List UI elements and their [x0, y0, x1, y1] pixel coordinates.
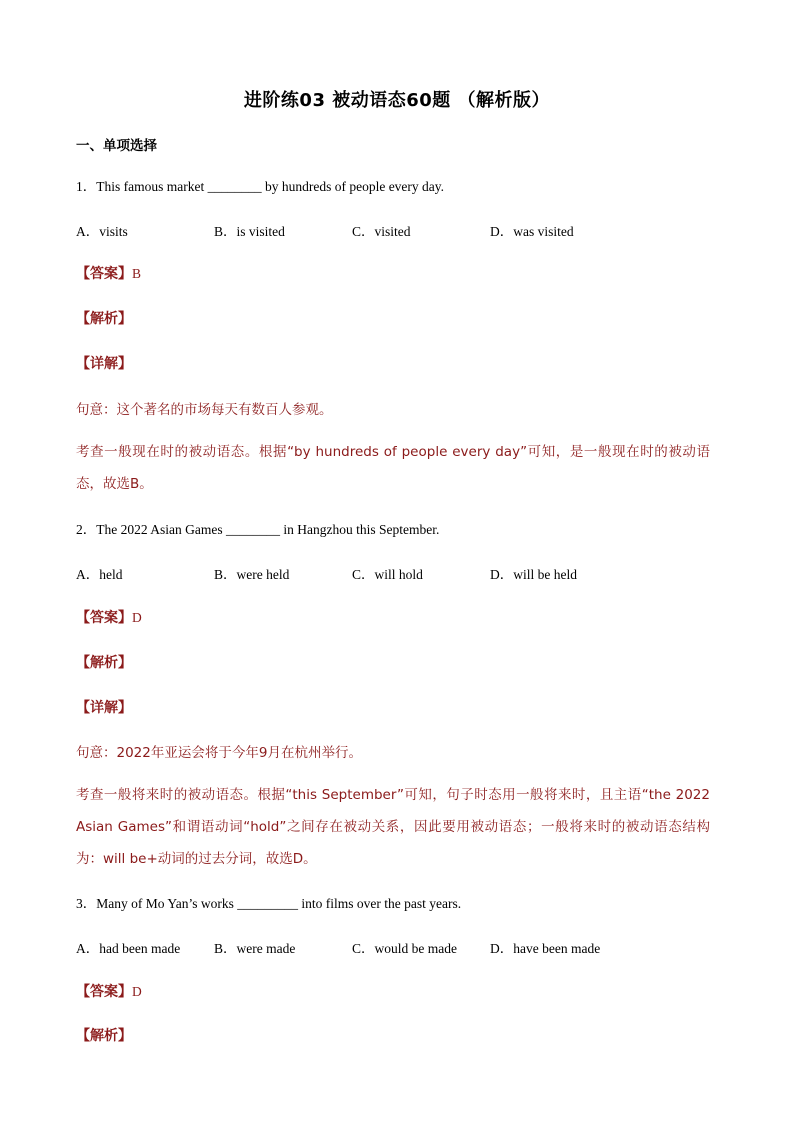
q2-explanation: 考查一般将来时的被动语态。根据“this September”可知，句子时态用一般将来时，且主语“the 2022 Asian Games”和谓语动词“hold”之间存在被动关系，因此要用被动语态；一般将来时的被动语态结构为：will be+动词的过去分词，故选D。	[76, 787, 710, 867]
analysis-tag: 【解析】	[76, 311, 132, 327]
q3-option-a: A．had been made	[76, 941, 181, 956]
detail-tag: 【详解】	[76, 700, 132, 716]
detail-tag: 【详解】	[76, 356, 132, 372]
q1-analysis-tag	[76, 308, 132, 328]
q1-explanation: 考查一般现在时的被动语态。根据“by hundreds of people every day”可知，是一般现在时的被动语态，故选B。	[76, 444, 710, 492]
q2-option-c: C．will hold	[352, 567, 423, 582]
answer-tag: 【答案】	[76, 984, 132, 1000]
question-3-stem: 3．Many of Mo Yan’s works _________ into films over the past years.	[76, 896, 462, 911]
q1-answer-line	[76, 263, 141, 283]
page-title: 进阶练03 被动语态60题 （解析版）	[243, 90, 551, 111]
q2-option-d: D．will be held	[490, 567, 577, 582]
q1-detail-tag	[76, 353, 132, 373]
q3-analysis-tag	[76, 1025, 132, 1045]
q2-answer-value: D	[132, 610, 142, 625]
q3-answer-line	[76, 981, 142, 1001]
section-heading: 一、单项选择	[76, 138, 157, 154]
q3-option-b: B．were made	[214, 941, 296, 956]
q1-option-b: B．is visited	[214, 224, 285, 239]
q1-answer-value: B	[132, 266, 142, 281]
analysis-tag: 【解析】	[76, 655, 132, 671]
q2-answer-line	[76, 607, 142, 627]
q2-meaning: 句意：2022年亚运会将于今年9月在杭州举行。	[76, 745, 362, 761]
answer-tag: 【答案】	[76, 610, 132, 626]
analysis-tag: 【解析】	[76, 1028, 132, 1044]
q1-option-d: D．was visited	[490, 224, 574, 239]
q3-option-c: C．would be made	[352, 941, 457, 956]
q2-option-a: A．held	[76, 567, 123, 582]
q2-option-b: B．were held	[214, 567, 290, 582]
q2-analysis-tag	[76, 652, 132, 672]
q1-meaning: 句意：这个著名的市场每天有数百人参观。	[76, 402, 333, 418]
question-1-stem: 1．This famous market ________ by hundreds of people every day.	[76, 179, 445, 194]
q2-detail-tag	[76, 697, 132, 717]
q3-option-d: D．have been made	[490, 941, 601, 956]
q3-answer-value: D	[132, 984, 142, 999]
question-2-stem: 2．The 2022 Asian Games ________ in Hangzhou this September.	[76, 522, 440, 537]
q1-option-c: C．visited	[352, 224, 411, 239]
q1-option-a: A．visits	[76, 224, 128, 239]
answer-tag: 【答案】	[76, 266, 132, 282]
